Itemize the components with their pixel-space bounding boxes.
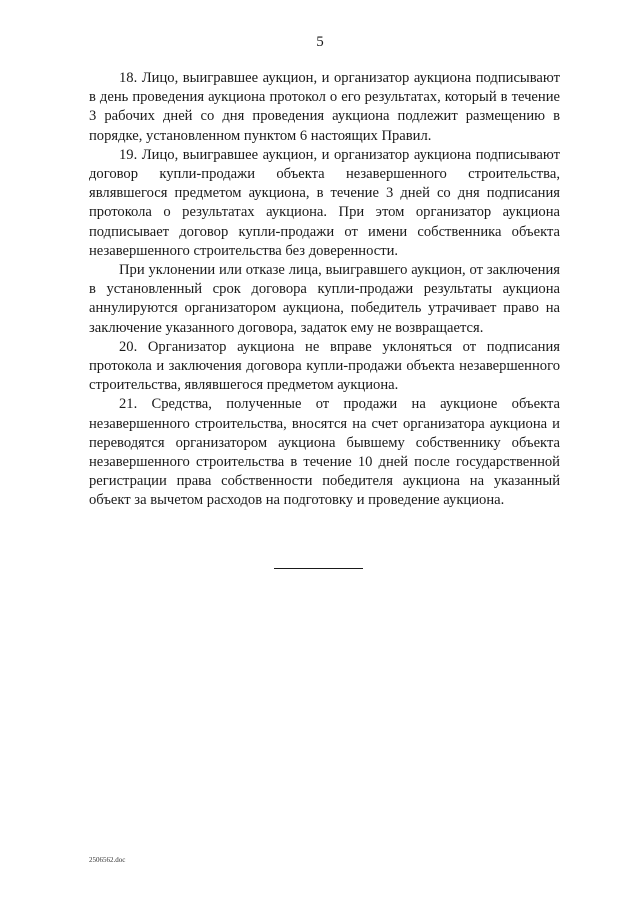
paragraph-19-continuation: При уклонении или отказе лица, выигравшего аукцион, от заключения в установленный срок договора купли-продажи результаты аукциона аннулируются организатором аукциона, победитель утрачивает право на заключение указанного договора, задаток ему не возвращается. — [89, 262, 560, 336]
paragraph-21: 21. Средства, полученные от продажи на аукционе объекта незавершенного строительства, вносятся на счет организатора аукциона и переводятся организатором аукциона бывшему собственнику объекта незавершенного строительства в течение 10 дней после государственной регистрации права собственности победителя аукциона на указанный объект за вычетом расходов на подготовку и проведение аукциона. — [89, 396, 560, 509]
paragraph-19: 19. Лицо, выигравшее аукцион, и организатор аукциона подписывают договор купли-продажи объекта незавершенного строительства, являвшегося предметом аукциона, в течение 3 дней со дня подписания протокола о результатах аукциона. При этом организатор аукциона подписывает договор купли-продажи от имени собственника объекта незавершенного строительства без доверенности. — [89, 146, 560, 259]
document-body — [89, 69, 560, 511]
end-of-document-rule — [274, 568, 363, 569]
footer-document-code: 2506562.doc — [89, 856, 126, 864]
paragraph-20: 20. Организатор аукциона не вправе уклоняться от подписания протокола и заключения договора купли-продажи объекта незавершенного строительства, являвшегося предметом аукциона. — [89, 338, 560, 394]
page-number: 5 — [316, 34, 324, 50]
paragraph-18: 18. Лицо, выигравшее аукцион, и организатор аукциона подписывают в день проведения аукциона протокол о его результатах, который в течение 3 рабочих дней со дня проведения аукциона подлежит размещению в порядке, установленном пунктом 6 настоящих Правил. — [89, 70, 560, 144]
